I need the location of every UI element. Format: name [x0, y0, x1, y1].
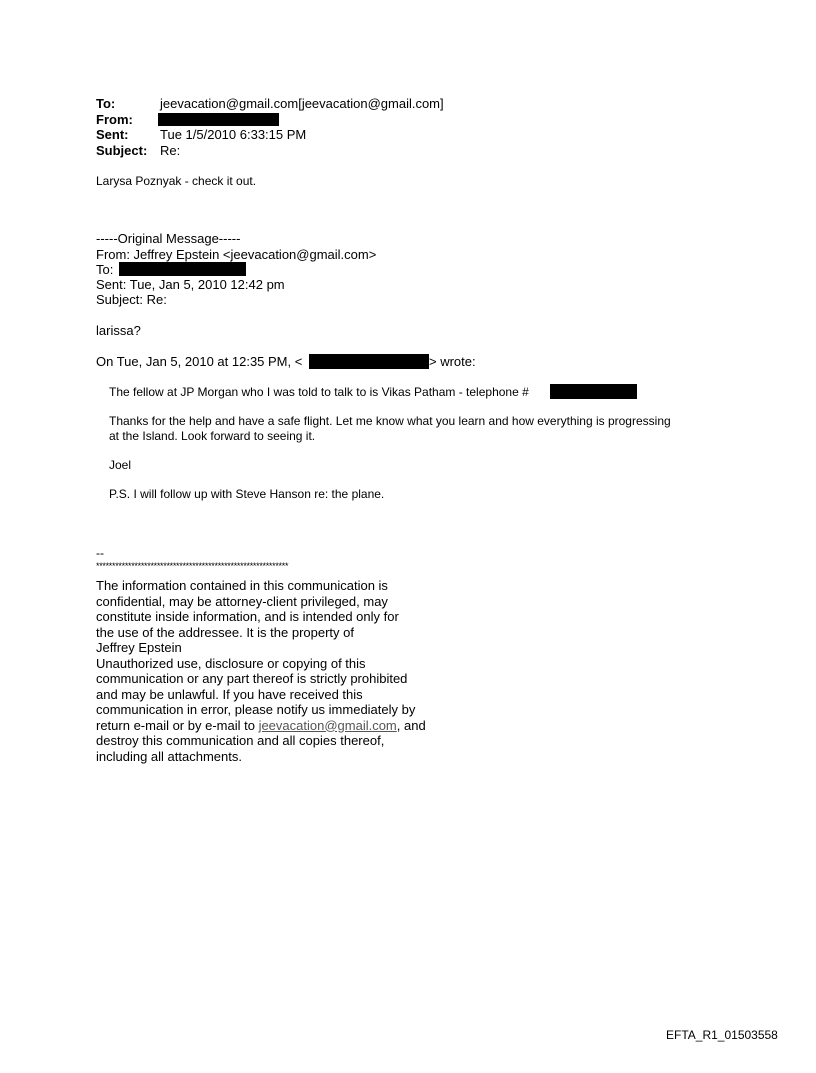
- sent-value: Tue 1/5/2010 6:33:15 PM: [160, 127, 307, 142]
- return-prefix: return e-mail or by e-mail to: [96, 717, 259, 733]
- to-label: To:: [96, 96, 116, 111]
- disclaimer-line: and may be unlawful. If you have received this: [96, 686, 363, 702]
- subject-label: Subject:: [96, 143, 148, 158]
- body-text: Larysa Poznyak - check it out.: [96, 174, 257, 188]
- on-wrote-line: [96, 354, 302, 369]
- sent-label: Sent:: [96, 127, 129, 142]
- on-prefix: On Tue, Jan 5, 2010 at 12:35 PM, <: [96, 354, 303, 369]
- redaction-block: [309, 354, 429, 369]
- redaction-block: [550, 384, 637, 399]
- disclaimer-line: including all attachments.: [96, 748, 242, 764]
- quoted-line-1: The fellow at JP Morgan who I was told to talk to is Vikas Patham - telephone #: [109, 385, 529, 399]
- return-suffix: , and: [396, 717, 426, 733]
- disclaimer-return-line: [96, 718, 426, 734]
- disclaimer-line: Jeffrey Epstein: [96, 640, 182, 655]
- disclaimer-line: destroy this communication and all copies thereof,: [96, 733, 385, 748]
- disclaimer-line: Unauthorized use, disclosure or copying of this: [96, 655, 366, 671]
- reply-text: larissa?: [96, 323, 141, 338]
- original-sent: Sent: Tue, Jan 5, 2010 12:42 pm: [96, 277, 285, 292]
- original-to-label: To:: [96, 262, 114, 277]
- disclaimer-line: the use of the addressee. It is the property of: [96, 624, 354, 640]
- document-id: EFTA_R1_01503558: [666, 1028, 778, 1042]
- original-subject: Subject: Re:: [96, 292, 167, 307]
- disclaimer-line: confidential, may be attorney-client privileged, may: [96, 593, 388, 609]
- signature-stars: ************************************************************: [96, 561, 289, 571]
- original-from: From: Jeffrey Epstein <jeevacation@gmail.com>: [96, 247, 377, 262]
- disclaimer-line: The information contained in this communication is: [96, 578, 388, 593]
- subject-value: Re:: [160, 143, 181, 158]
- on-suffix: > wrote:: [429, 354, 476, 369]
- quoted-line-2b: at the Island. Look forward to seeing it.: [109, 429, 316, 443]
- disclaimer-line: communication or any part thereof is strictly prohibited: [96, 671, 408, 686]
- disclaimer-line: communication in error, please notify us immediately by: [96, 702, 416, 717]
- redaction-block: [119, 262, 246, 276]
- quoted-line-2a: Thanks for the help and have a safe flight. Let me know what you learn and how everything is progressing: [109, 414, 671, 428]
- original-divider: -----Original Message-----: [96, 231, 241, 246]
- to-value: jeevacation@gmail.com[jeevacation@gmail.com]: [160, 96, 444, 111]
- email-link[interactable]: jeevacation@gmail.com: [258, 717, 397, 733]
- from-label: From:: [96, 112, 133, 127]
- disclaimer-line: constitute inside information, and is intended only for: [96, 609, 399, 624]
- quoted-signoff: Joel: [109, 458, 132, 472]
- redaction-block: [158, 113, 279, 126]
- quoted-ps: P.S. I will follow up with Steve Hanson re: the plane.: [109, 487, 385, 501]
- signature-dashes: --: [96, 546, 104, 560]
